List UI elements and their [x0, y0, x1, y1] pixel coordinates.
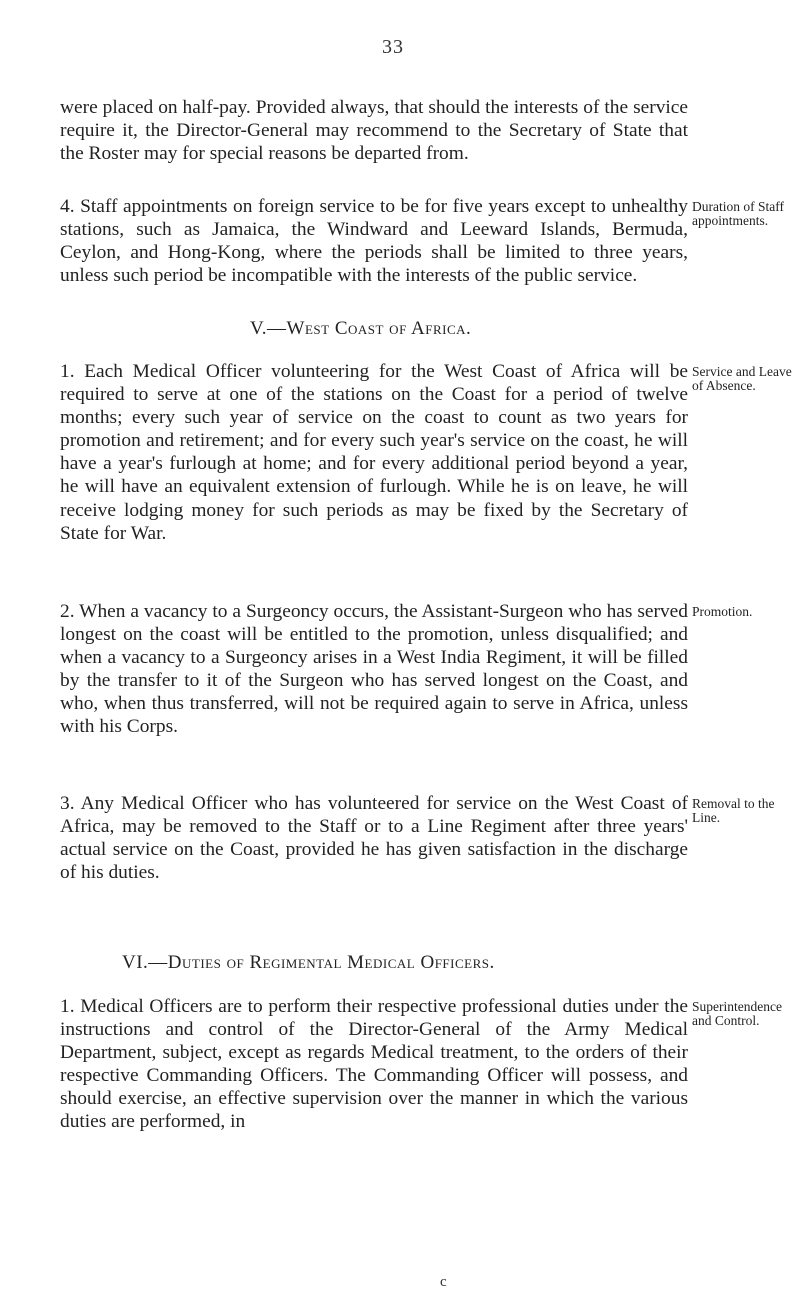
paragraph-continuation [60, 96, 688, 165]
paragraph-staff-appointments [60, 195, 688, 287]
paragraph-removal [60, 792, 688, 884]
paragraph-text: 4. Staff appointments on foreign service to be for five years except to unhealthy stations, such as Jamaica, the Windward and Leeward Islands, Bermuda, Ceylon, and Hong-Kong, where the periods shall be limited to three years, unless such period be incompatible with the interests of the public service. [60, 196, 688, 287]
margin-note-removal: Removal to the Line. [692, 796, 775, 825]
margin-note-duration: Duration of Staff appointments. [692, 199, 784, 228]
page-number: 33 [382, 36, 404, 58]
paragraph-surgeoncy-vacancy [60, 600, 688, 739]
paragraph-west-coast-service [60, 360, 688, 545]
section-heading-vi [122, 952, 495, 974]
section-heading-text: V.—West Coast of Africa. [250, 318, 472, 339]
paragraph-text: 2. When a vacancy to a Surgeoncy occurs, the Assistant-Surgeon who has served longest on the coast will be entitled to the promotion, unless disqualified; and when a vacancy to a Surgeoncy arises in a West India Regiment, it will be filled by the transfer to it of the Surgeon who has served longest on the Coast, and who, when thus transferred, will not be required again to serve in Africa, unless with his Corps. [60, 601, 688, 738]
section-heading-v [250, 318, 471, 340]
signature-mark: c [440, 1274, 447, 1290]
margin-note-promotion: Promotion. [692, 604, 753, 619]
margin-note-service-leave: Service and Leave of Absence. [692, 364, 792, 393]
paragraph-duties [60, 995, 688, 1134]
section-heading-text: VI.—Duties of Regimental Medical Officers. [122, 952, 495, 973]
paragraph-text: 3. Any Medical Officer who has volunteered for service on the West Coast of Africa, may be removed to the Staff or to a Line Regiment after three years' actual service on the Coast, provided he has given satisfaction in the discharge of his duties. [60, 793, 688, 884]
paragraph-text: 1. Each Medical Officer volunteering for the West Coast of Africa will be required to serve at one of the stations on the Coast for a period of twelve months; every such year of service on the coast to count as two years for promotion and retirement; and for every such year's service on the coast, he will have a year's furlough at home; and for every additional period beyond a year, he will have an equivalent extension of furlough. While he is on leave, he will receive lodging money for such periods as may be fixed by the Secretary of State for War. [60, 361, 688, 544]
paragraph-text: 1. Medical Officers are to perform their respective professional duties under the instructions and control of the Director-General of the Army Medical Department, subject, except as regards Medical treatment, to the orders of their respective Commanding Officers. The Commanding Officer will possess, and should exercise, an effective supervision over the manner in which the various duties are performed, in [60, 996, 688, 1133]
margin-note-superintendence: Superintendence and Control. [692, 999, 782, 1028]
paragraph-text: were placed on half-pay. Provided always, that should the interests of the service require it, the Director-General may recommend to the Secretary of State that the Roster may for special reasons be departed from. [60, 97, 688, 165]
